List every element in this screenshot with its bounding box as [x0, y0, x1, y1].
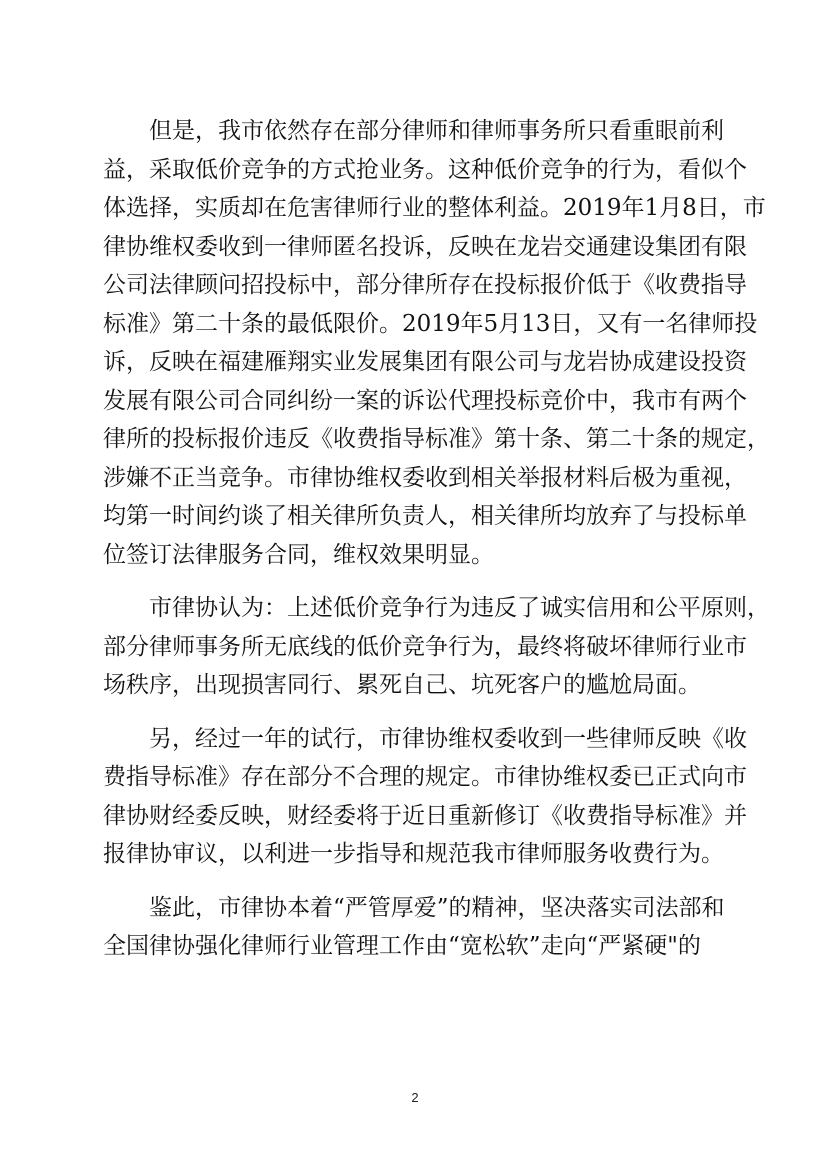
text-line: 体选择，实质却在危害律师行业的整体利益。2019年1月8日，市 — [103, 195, 766, 221]
text-line: 律所的投标报价违反《收费指导标准》第十条、第二十条的规定， — [103, 426, 770, 452]
text-line: 另，经过一年的试行，市律协维权委收到一些律师反映《收 — [103, 725, 747, 752]
text-line: 益，采取低价竞争的方式抢业务。这种低价竞争的行为，看似个 — [103, 156, 747, 183]
text-line: 市律协认为：上述低价竞争行为违反了诚实信用和公平原则， — [103, 595, 770, 621]
text-line: 公司法律顾问招投标中，部分律所存在投标报价低于《收费指导 — [103, 272, 747, 298]
document-body — [103, 112, 770, 981]
paragraph-1 — [103, 112, 770, 574]
text-line: 标准》第二十条的最低限价。2019年5月13日，又有一名律师投 — [103, 310, 758, 337]
text-line: 律协维权委收到一律师匿名投诉，反映在龙岩交通建设集团有限 — [103, 233, 747, 260]
text-line: 报律协审议，以利进一步指导和规范我市律师服务收费行为。 — [103, 841, 724, 867]
text-line: 均第一时间约谈了相关律所负责人，相关律所均放弃了与投标单 — [103, 503, 747, 529]
text-line: 发展有限公司合同纠纷一案的诉讼代理投标竞价中，我市有两个 — [103, 387, 747, 414]
text-line: 律协财经委反映，财经委将于近日重新修订《收费指导标准》并 — [103, 802, 747, 829]
paragraph-2 — [103, 589, 770, 705]
text-line: 场秩序，出现损害同行、累死自己、坑死客户的尴尬局面。 — [103, 672, 701, 698]
text-line: 全国律协强化律师行业管理工作由“宽松软”走向“严紧硬"的 — [103, 933, 701, 959]
text-line: 部分律师事务所无底线的低价竞争行为，最终将破坏律师行业市 — [103, 633, 747, 660]
paragraph-4 — [103, 889, 727, 966]
text-line: 鉴此，市律协本着“严管厚爱”的精神，坚决落实司法部和 — [103, 894, 725, 921]
text-line: 但是，我市依然存在部分律师和律师事务所只看重眼前利 — [103, 118, 724, 144]
text-line: 费指导标准》存在部分不合理的规定。市律协维权委已正式向市 — [103, 764, 747, 790]
paragraph-3 — [103, 720, 747, 874]
text-line: 位签订法律服务合同，维权效果明显。 — [103, 541, 494, 568]
text-line: 涉嫌不正当竞争。市律协维权委收到相关举报材料后极为重视， — [103, 464, 747, 491]
page-number: 2 — [411, 1090, 419, 1105]
text-line: 诉，反映在福建雁翔实业发展集团有限公司与龙岩协成建设投资 — [103, 349, 747, 375]
